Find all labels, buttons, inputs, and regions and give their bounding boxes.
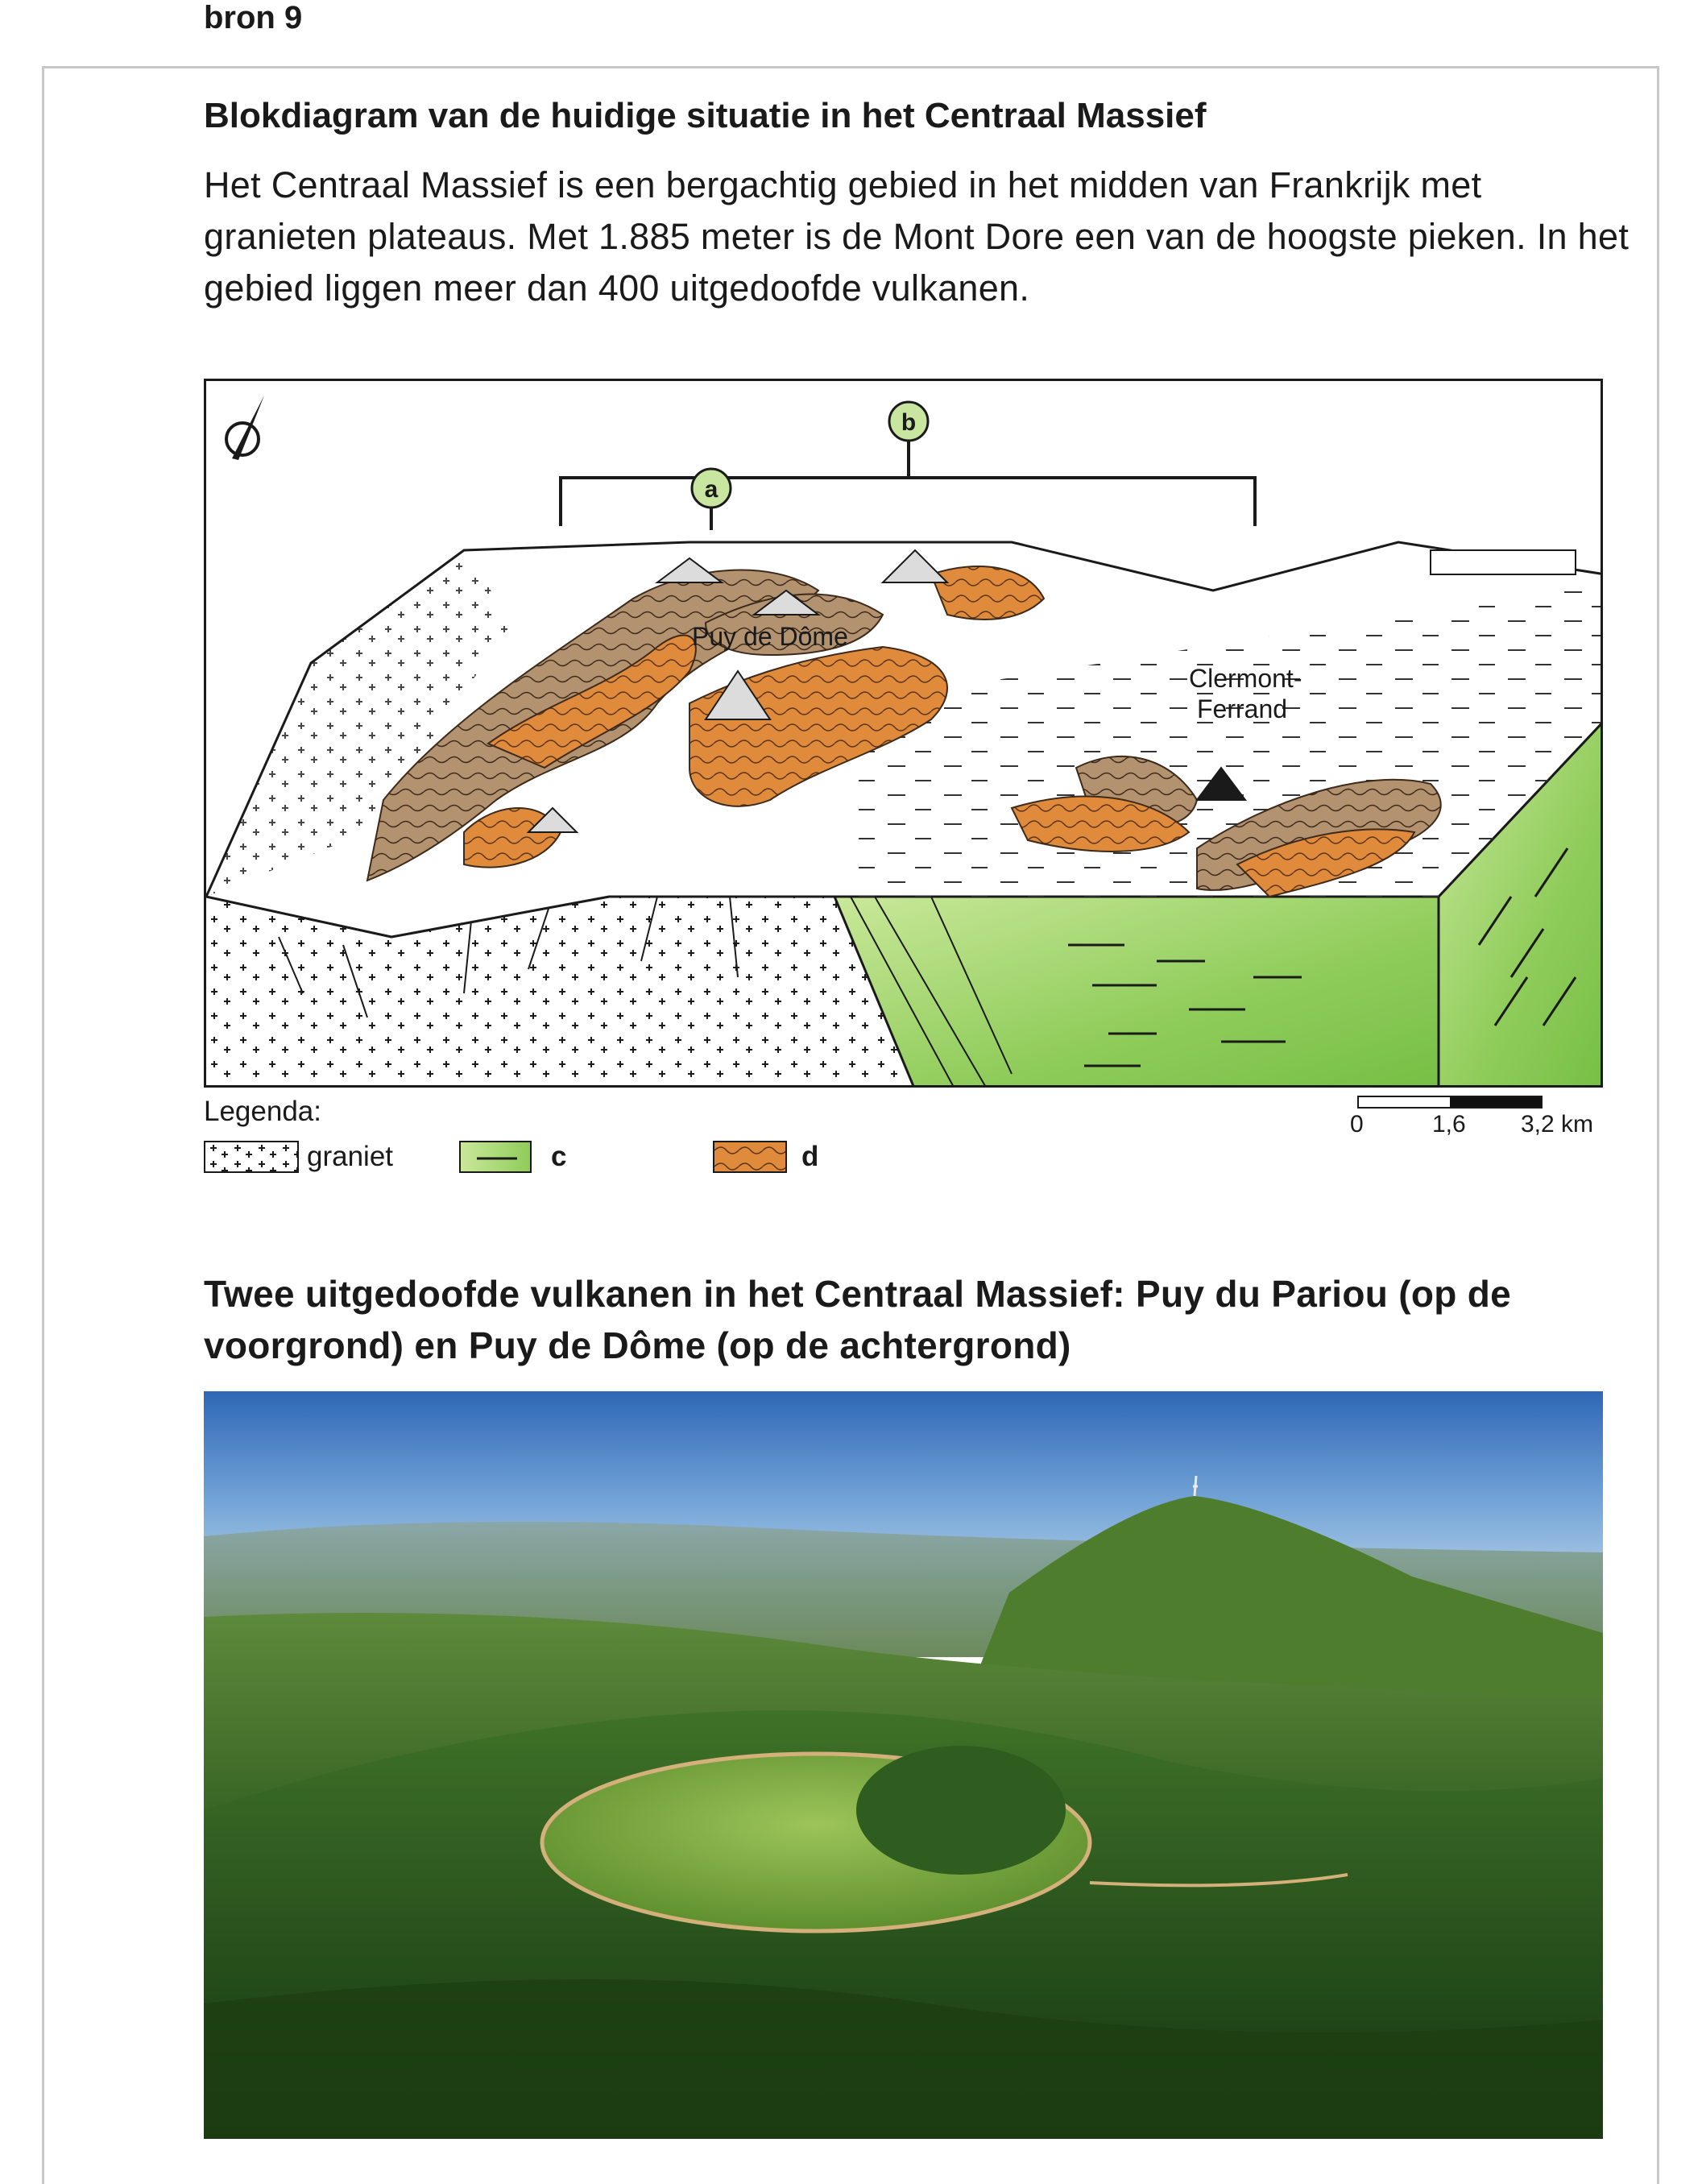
scale-tick-2: 3,2 km [1521, 1111, 1594, 1138]
label-puy-de-dome: Puy de Dôme [692, 622, 848, 651]
legend-swatch-granite [204, 1141, 299, 1173]
legend-swatch-d [713, 1141, 787, 1173]
scale-bar-track [1357, 1096, 1543, 1109]
legend-item-granite [204, 1139, 393, 1175]
volcano-photo [204, 1391, 1603, 2139]
granite-front-face [206, 897, 955, 1088]
scale-tick-1: 1,6 [1432, 1111, 1466, 1138]
scale-bar [1345, 1092, 1603, 1141]
marker-a-label: a [704, 476, 718, 503]
legend-title: Legenda: [204, 1096, 321, 1127]
legend-label-c: c [551, 1141, 567, 1172]
diagram-intro-text: Het Centraal Massief is een bergachtig gebied in het midden van Frankrijk met granieten plateaus. Met 1.885 meter is de Mont Dore een van de hoogste pieken. In het gebied liggen meer dan 400 uitgedoofde vulkanen. [204, 164, 1630, 309]
marker-b-label: b [901, 409, 917, 436]
legend-label-d: d [801, 1141, 819, 1172]
label-clermont-line1: Clermont- [1189, 664, 1302, 693]
marker-b-bracket [561, 437, 1255, 526]
source-label: bron 9 [204, 0, 303, 35]
label-clermont-line2: Ferrand [1197, 694, 1288, 723]
legend-item-c [459, 1139, 566, 1175]
legend-swatch-c [459, 1141, 532, 1173]
scale-tick-0: 0 [1350, 1111, 1364, 1138]
top-surface [206, 542, 1603, 937]
block-diagram [204, 379, 1603, 1088]
compass-icon [226, 396, 264, 460]
legend-label-granite: graniet [307, 1141, 394, 1172]
legend-item-d [713, 1139, 818, 1175]
photo-title: Twee uitgedoofde vulkanen in het Centraal Massief: Puy du Pariou (op de voorgrond) en Puy de Dôme (op de achtergrond) [204, 1273, 1512, 1366]
diagram-title: Blokdiagram van de huidige situatie in het Centraal Massief [204, 96, 1207, 135]
